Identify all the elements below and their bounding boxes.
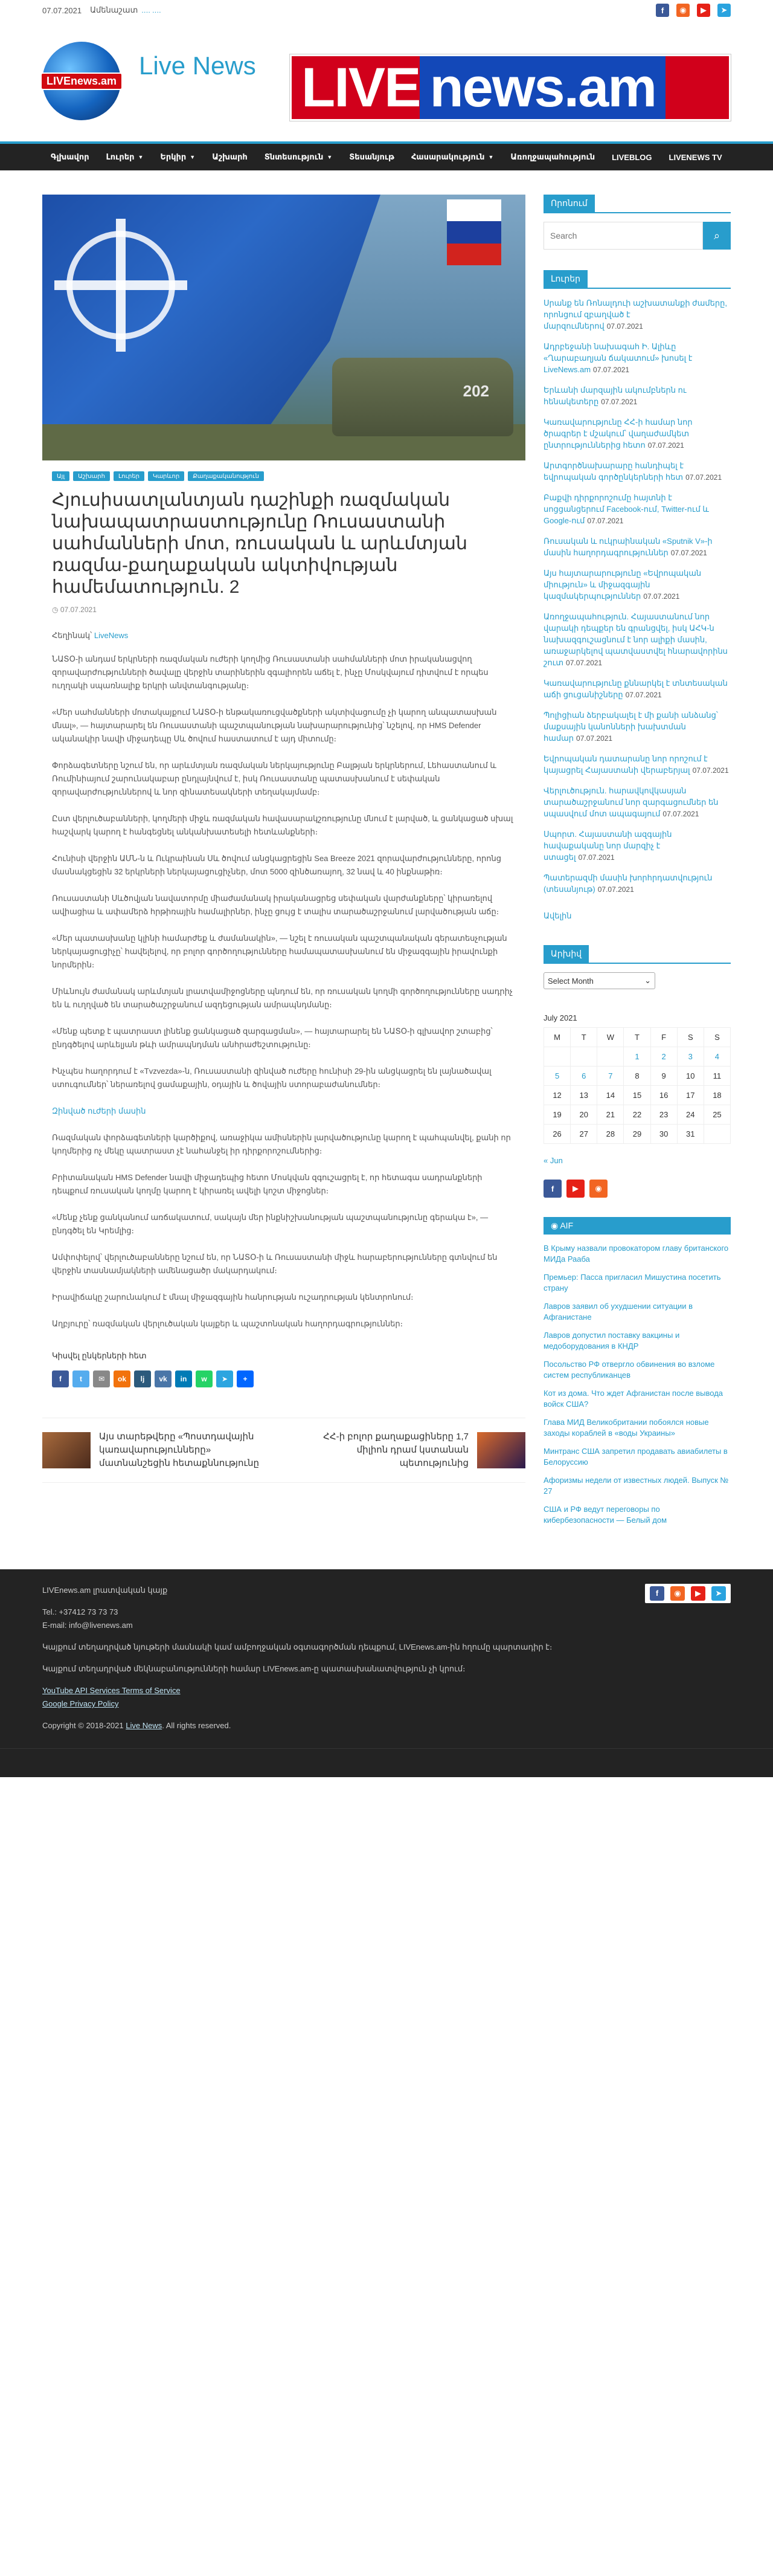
article-body [52, 653, 516, 1331]
calendar-day: 18 [704, 1086, 730, 1105]
article-paragraph: «Մենք պետք է պատրաստ լինենք ցանկացած զարգացման», — հայտարարել են ՆԱՏՕ-ի գլխավոր շտաբից՝ ընդգծելով արևելյան թևի ամրապնդման անհրաժեշտությունը։ [52, 1027, 493, 1049]
calendar-day: 28 [597, 1125, 624, 1144]
aif-news-link[interactable]: Посольство РФ отвергло обвинения во взломе систем республиканцев [544, 1360, 715, 1380]
chevron-down-icon: ▼ [327, 154, 333, 160]
recent-post-item [544, 567, 731, 602]
telegram-share-icon[interactable]: ➤ [216, 1370, 233, 1387]
nav-item[interactable] [661, 144, 731, 170]
article-paragraph: Իրավիճակը շարունակում է մնալ միջազգային հանրության ուշադրության կենտրոնում։ [52, 1293, 414, 1302]
recent-post-link[interactable]: Սպորտ. Հայաստանի ազգային հավաքականը նոր մարզիչ է ստացել [544, 830, 672, 862]
logo-badge: LIVEnews.am [40, 73, 123, 90]
telegram-icon[interactable]: ➤ [711, 1586, 726, 1601]
aif-news-link[interactable]: Лавров допустил поставку вакцины и медоборудования в КНДР [544, 1331, 680, 1351]
article-paragraph: «Մենք չենք ցանկանում առճակատում, սակայն մեր ինքնիշխանության պաշտպանությունը գերակա է», — ընդգծել են Կրեմլից։ [52, 1213, 489, 1235]
article-paragraph: «Մեր պատասխանը կլինի համարժեք և ժամանակին», — նշել է ռուսական պաշտպանական գերատեսչության ներկայացուցիչը՝ հավելելով, որ բոլոր գործողությունները համապատասխանում են միջազգային իրավունքի նորմերին։ [52, 934, 507, 969]
calendar-day: 13 [571, 1086, 597, 1105]
article-paragraph: Ռազմական փորձագետների կարծիքով, առաջիկա ամիսներին լարվածությունը կարող է պահպանվել, քանի որ կողմերից ոչ մեկը պատրաստ չէ նահանջել իր դիրքորոշումներից։ [52, 1133, 511, 1155]
more-share-icon[interactable]: + [237, 1370, 254, 1387]
footer-site-name: LIVEnews.am լրատվական կայք [42, 1586, 168, 1595]
calendar-weekday: T [571, 1028, 597, 1047]
search-icon: ⌕ [713, 229, 720, 242]
calendar-weekday: T [624, 1028, 650, 1047]
youtube-icon[interactable]: ▶ [691, 1586, 705, 1601]
clock-icon: ◷ [52, 605, 60, 614]
recent-post-link[interactable]: Ռուսական և ուկրաինական «Sputnik V»-ի մասին հաղորդագրություններ [544, 537, 713, 557]
article-paragraph: Ռուսաստանի Սևծովյան նավատորմը միաժամանակ իրականացրեց սեփական վարժանքները՝ կիրառելով ավիացիա և ափամերձ հրթիռային համալիրներ, ինչը ցույց է տալիս տարածաշրջանում լարվածության աճը։ [52, 894, 499, 916]
calendar-day[interactable]: 4 [704, 1047, 730, 1067]
aif-news-link[interactable]: Минтранс США запретил продавать авиабилеты в Белоруссию [544, 1447, 728, 1467]
search-widget-label: Որոնում [544, 195, 595, 212]
calendar-day: 9 [650, 1067, 677, 1086]
aif-news-item [544, 1417, 731, 1439]
chevron-down-icon: ▼ [190, 154, 196, 160]
site-title[interactable]: Live News [139, 51, 256, 80]
nav-item[interactable] [152, 144, 204, 170]
recent-post-item [544, 709, 731, 744]
nav-item-label: Տնտեսություն [264, 152, 324, 161]
archives-select[interactable] [544, 972, 655, 989]
facebook-share-icon[interactable]: f [52, 1370, 69, 1387]
recent-post-date: 07.07.2021 [578, 853, 615, 862]
chevron-down-icon: ▼ [488, 154, 494, 160]
aif-news-list [544, 1243, 731, 1526]
nav-item[interactable] [502, 144, 603, 170]
calendar-day[interactable]: 6 [571, 1067, 597, 1086]
site-header [0, 21, 773, 141]
aif-widget-label: AIF [560, 1221, 574, 1230]
search-button[interactable] [703, 222, 731, 250]
calendar-day: 8 [624, 1067, 650, 1086]
recent-post-date: 07.07.2021 [606, 322, 643, 331]
calendar-day: 30 [650, 1125, 677, 1144]
article-meta [52, 605, 516, 614]
article-paragraph: Ըստ վերլուծաբանների, կողմերի միջև ռազմական հավասարակշռությունը մնում է լարված, և ցանկացած սխալ հաշվարկ կարող է հանգեցնել անկանխատեսելի հետևանքների։ [52, 814, 513, 836]
calendar-day[interactable]: 3 [677, 1047, 704, 1067]
recent-post-date: 07.07.2021 [576, 734, 613, 743]
recent-post-date: 07.07.2021 [601, 398, 638, 406]
recent-post-date: 07.07.2021 [647, 441, 684, 450]
nav-item[interactable] [603, 144, 660, 170]
recent-post-link[interactable]: Արտգործնախարարը հանդիպել է եվրոպական գործընկերների հետ [544, 461, 684, 482]
sidebar-social-links [544, 1180, 731, 1198]
recent-widget-title [544, 270, 731, 289]
calendar-day: 17 [677, 1086, 704, 1105]
recent-post-link[interactable]: Բաքվի դիրքորոշումը հայտնի է սոցցանցերում Facebook-ում, Twitter-ում և Google-ում [544, 493, 709, 525]
livejournal-share-icon[interactable]: lj [134, 1370, 151, 1387]
nav-item[interactable] [204, 144, 256, 170]
calendar-day: 10 [677, 1067, 704, 1086]
nav-item-label: LIVEBLOG [612, 152, 652, 162]
odnoklassniki-share-icon[interactable]: ok [114, 1370, 130, 1387]
top-bar [0, 0, 773, 21]
aif-news-item [544, 1359, 731, 1381]
nav-item-label: Աշխարհ [212, 152, 248, 161]
previous-post-title[interactable]: Այս տարեթվերը «Պոստդավային կառավարությունները» մատնանշեցին հետաքննությունը [99, 1432, 260, 1468]
article-featured-image [42, 195, 525, 460]
article-date[interactable]: 07.07.2021 [60, 605, 97, 614]
facebook-icon[interactable]: f [656, 4, 669, 17]
chevron-down-icon: ▼ [138, 154, 144, 160]
nav-item[interactable] [42, 144, 98, 170]
previous-post-thumbnail[interactable] [42, 1432, 91, 1468]
nav-item-label: Առողջապահություն [510, 152, 595, 161]
recent-post-date: 07.07.2021 [662, 810, 699, 818]
aif-news-link[interactable]: Кот из дома. Что ждет Афганистан после вывода войск США? [544, 1389, 723, 1409]
calendar-day: 26 [544, 1125, 571, 1144]
aif-news-link[interactable]: Глава МИД Великобритании побоялся новые заходы кораблей в «воды Украины» [544, 1418, 709, 1438]
vehicle-number: 202 [463, 382, 489, 400]
share-buttons [52, 1370, 516, 1387]
recent-post-item [544, 677, 731, 701]
article-author [52, 631, 516, 641]
aif-news-link[interactable]: Премьер: Пасса пригласил Мишустина посетить страну [544, 1273, 721, 1293]
recent-post-item [544, 872, 731, 896]
nav-item-label: LIVENEWS TV [669, 152, 722, 162]
recent-post-date: 07.07.2021 [692, 766, 729, 775]
header-banner[interactable] [290, 54, 731, 121]
rss-icon: ◉ [551, 1221, 560, 1230]
search-form [544, 222, 731, 250]
recent-post-link[interactable]: Եվրոպական դատարանը նոր որոշում է կայացրել Հայաստանի վերաբերյալ [544, 754, 708, 775]
rss-icon[interactable]: ◉ [676, 4, 690, 17]
nav-item-label: Գլխավոր [51, 152, 89, 161]
youtube-icon[interactable]: ▶ [566, 1180, 585, 1198]
recent-post-date: 07.07.2021 [625, 691, 662, 699]
recent-post-link[interactable]: Երևանի մարզային ակումբներն ու հենակետերը [544, 386, 687, 406]
footer-note-copy: Կայքում տեղադրված նյութերի մասնակի կամ ամբողջական օգտագործման դեպքում, LIVEnews.am-ին հղումը պարտադիր է։ [42, 1642, 553, 1651]
calendar-day[interactable]: 7 [597, 1067, 624, 1086]
calendar-weekday: F [650, 1028, 677, 1047]
recent-post-item [544, 611, 731, 669]
recent-post-item [544, 535, 731, 559]
recent-post-date: 07.07.2021 [566, 659, 603, 667]
article-paragraph: Աղբյուրը՝ ռազմական վերլուծական կայքեր և պաշտոնական հաղորդագրություններ։ [52, 1319, 403, 1328]
article-paragraph: «Մեր սահմանների մոտակայքում ՆԱՏՕ-ի ենթակառուցվածքների ակտիվացումը չի կարող անպատասխան մնալ», — հայտարարել են Ռուսաստանի պաշտպանության նախարարությունից՝ նշելով, որ HMS Defender ականակիր նավի միջադեպը Սև ծովում հաստատում է այդ միտումը։ [52, 708, 497, 743]
aif-news-item [544, 1388, 731, 1410]
whatsapp-share-icon[interactable]: w [196, 1370, 213, 1387]
recent-post-item [544, 416, 731, 451]
aif-news-item [544, 1504, 731, 1526]
footer-social-links [645, 1584, 731, 1603]
author-prefix: Հեղինակ՝ [52, 631, 92, 640]
article-categories [52, 471, 525, 481]
youtube-icon[interactable]: ▶ [697, 4, 710, 17]
recent-post-item [544, 492, 731, 527]
recent-post-item [544, 828, 731, 864]
aif-news-link[interactable]: США и РФ ведут переговоры по кибербезопасности — Белый дом [544, 1505, 667, 1525]
calendar-day: 22 [624, 1105, 650, 1125]
calendar-day: 23 [650, 1105, 677, 1125]
calendar-day [597, 1047, 624, 1067]
email-share-icon[interactable]: ✉ [93, 1370, 110, 1387]
calendar-weekday: W [597, 1028, 624, 1047]
category-tag[interactable]: Լուրեր [114, 471, 144, 481]
recent-post-date: 07.07.2021 [593, 366, 630, 374]
aif-news-item [544, 1475, 731, 1497]
site-logo[interactable] [42, 42, 121, 120]
recent-post-item [544, 341, 731, 376]
chevron-down-icon: ⌄ [644, 976, 651, 985]
archives-widget-label: Արխիվ [544, 945, 589, 963]
recent-post-item [544, 753, 731, 776]
calendar-day: 12 [544, 1086, 571, 1105]
nato-star-horizontal [54, 280, 187, 290]
share-label: Կիսվել ընկերների հետ [52, 1351, 147, 1360]
current-date: 07.07.2021 [42, 5, 82, 15]
copyright [42, 1719, 731, 1732]
category-tag[interactable]: Այլ [52, 471, 69, 481]
article-paragraph: ՆԱՏՕ-ի անդամ երկրների ռազմական ուժերի կողմից Ռուսաստանի սահմանների մոտ իրականացվող զորավարժությունների ծավալը վերջին տարիներին զգալիորեն աճել է, ինչը Մոսկվայում դիտվում է որպես ուղղակի սպառնալիք երկրի անվտանգությանը։ [52, 654, 489, 690]
article-paragraph: Հունիսի վերջին ԱՄՆ-ն և Ուկրաինան Սև ծովում անցկացրեցին Sea Breeze 2021 զորավարժությունները, որոնց մասնակցեցին 32 երկրների ներկայացուցիչներ, մոտ 5000 զինծառայող, 32 նավ և 40 ինքնաթիռ։ [52, 854, 501, 876]
aif-news-item [544, 1272, 731, 1294]
sidebar [544, 195, 731, 1533]
article-column [42, 195, 525, 1533]
calendar-day[interactable]: 1 [624, 1047, 650, 1067]
category-tag[interactable]: Աշխարհ [73, 471, 110, 481]
recent-post-date: 07.07.2021 [597, 885, 634, 894]
recent-post-link[interactable]: Այս հայտարարությունը «Եվրոպական միություն» և միջազգային կազմակերպություններ [544, 569, 702, 601]
calendar-table [544, 1013, 731, 1144]
main-navigation [0, 141, 773, 170]
calendar-day: 24 [677, 1105, 704, 1125]
calendar-day [544, 1047, 571, 1067]
calendar-caption: July 2021 [544, 1013, 577, 1022]
article-paragraph: Բրիտանական HMS Defender նավի միջադեպից հետո Մոսկվան զգուշացրել է, որ հետագա սադրանքների դեպքում ռուսական կողմը կարող է կիրառել ավելի կոշտ միջոցներ։ [52, 1173, 483, 1195]
aif-news-item [544, 1243, 731, 1265]
calendar-day: 16 [650, 1086, 677, 1105]
archives-widget-title [544, 945, 731, 964]
post-navigation [42, 1418, 525, 1483]
recent-post-link[interactable]: Կառավարությունը ՀՀ-ի համար նոր ծրագրեր է մշակում՝ վաղաժամկետ ընտրություններից հետո [544, 418, 693, 450]
aif-widget-title [544, 1217, 731, 1235]
aif-news-item [544, 1330, 731, 1352]
recent-post-date: 07.07.2021 [685, 473, 722, 482]
calendar-prev-month[interactable]: « Jun [544, 1156, 563, 1165]
recent-post-link[interactable]: Առողջապահություն. Հայաստանում նոր վարակի դեպքեր են գրանցվել, իսկ ԱՀԿ-ն նախազգուշացնում է նոր ալիքի մասին, առաջարկելով պատվաստվել հնարավորինս շուտ [544, 612, 728, 667]
facebook-icon[interactable]: f [650, 1586, 664, 1601]
calendar-day: 27 [571, 1125, 597, 1144]
copyright-prefix: Copyright © 2018-2021 [42, 1721, 124, 1730]
twitter-share-icon[interactable]: t [72, 1370, 89, 1387]
recent-post-link[interactable]: Սրանք են Ռոնալդուի աշխատանքի ժամերը, որոնցում զբաղված է մարզումներով [544, 299, 727, 331]
more-link-wrapper [544, 911, 731, 921]
nav-item[interactable] [403, 144, 502, 170]
copyright-site-link[interactable]: Live News [126, 1721, 162, 1730]
calendar-day [571, 1047, 597, 1067]
recent-post-link[interactable]: Պոլիցիան ձերբակալել է մի քանի անձանց՝ մաքսային կանոնների խախտման համար [544, 711, 718, 743]
calendar-day: 31 [677, 1125, 704, 1144]
youtube-terms-link[interactable]: YouTube API Services Terms of Service [42, 1686, 181, 1695]
article-paragraph: Ամփոփելով՝ վերլուծաբանները նշում են, որ ՆԱՏՕ-ի և Ռուսաստանի միջև հարաբերությունները գտնվում են վերջին տասնամյակների ամենացածր մակարդակում։ [52, 1253, 498, 1275]
recent-post-item [544, 460, 731, 483]
calendar-widget [544, 1013, 731, 1165]
copyright-suffix: . All rights reserved. [162, 1721, 231, 1730]
recent-post-link[interactable]: Վերլուծություն. հարավկովկասյան տարածաշրջանում նոր զարգացումներ են սպասվում մոտ ապագայում [544, 786, 719, 818]
calendar-day: 14 [597, 1086, 624, 1105]
calendar-day: 19 [544, 1105, 571, 1125]
facebook-icon[interactable]: f [544, 1180, 562, 1198]
previous-post[interactable] [42, 1430, 278, 1470]
calendar-day[interactable]: 2 [650, 1047, 677, 1067]
nav-item[interactable] [341, 144, 403, 170]
nav-item[interactable] [256, 144, 341, 170]
article-paragraph: Ինչպես հաղորդում է «Tvzvezda»-ն, Ռուսաստանի զինված ուժերը հունիսի 29-ին անցկացրել են լայնածավալ ստուգումներ՝ ներառելով ցամաքային, օդային և ծովային ստորաբաժանումներ։ [52, 1067, 492, 1089]
google-privacy-link[interactable]: Google Privacy Policy [42, 1699, 119, 1708]
calendar-day: 11 [704, 1067, 730, 1086]
aif-news-item [544, 1301, 731, 1323]
more-link[interactable]: Ավելին [544, 911, 572, 920]
nav-item-label: Լուրեր [106, 152, 135, 161]
ticker-label: Ամենաշատ [90, 5, 138, 15]
aif-news-link[interactable]: В Крыму назвали провокатором главу британского МИДа Рааба [544, 1244, 729, 1264]
banner-news-text: news.am [420, 56, 666, 119]
aif-news-link[interactable]: Лавров заявил об ухудшении ситуации в Афганистане [544, 1302, 693, 1322]
site-footer [0, 1569, 773, 1748]
calendar-day: 29 [624, 1125, 650, 1144]
russian-flag [447, 199, 501, 266]
calendar-day[interactable]: 5 [544, 1067, 571, 1086]
next-post-thumbnail[interactable] [477, 1432, 525, 1468]
article-inline-link-paragraph [52, 1105, 516, 1118]
nav-item[interactable] [98, 144, 152, 170]
footer-phone: Tel.: +37412 73 73 73 [42, 1607, 118, 1616]
calendar-day [704, 1125, 730, 1144]
telegram-icon[interactable]: ➤ [717, 4, 731, 17]
aif-news-item [544, 1446, 731, 1468]
calendar-day: 20 [571, 1105, 597, 1125]
news-ticker[interactable]: ․․․․ ․․․․ [141, 7, 161, 15]
calendar-weekday: M [544, 1028, 571, 1047]
nav-item-label: Երկիր [160, 152, 187, 161]
category-tag[interactable]: Կարևոր [148, 471, 184, 481]
category-tag[interactable]: Քաղաքականություն [188, 471, 264, 481]
footer-note-comments: Կայքում տեղադրված մեկնաբանությունների համար LIVEnews.am-ը պատասխանատվություն չի կրում։ [42, 1664, 466, 1673]
next-post-title[interactable]: ՀՀ-ի բոլոր քաղաքացիները 1,7 միլիոն դրամ կստանան պետությունից [323, 1432, 469, 1468]
vk-share-icon[interactable]: vk [155, 1370, 172, 1387]
recent-post-date: 07.07.2021 [643, 592, 680, 601]
rss-icon[interactable]: ◉ [670, 1586, 685, 1601]
calendar-weekday: S [677, 1028, 704, 1047]
footer-bottom-bar [0, 1748, 773, 1777]
calendar-weekday: S [704, 1028, 730, 1047]
recent-posts-list [544, 297, 731, 896]
calendar-day: 21 [597, 1105, 624, 1125]
banner-live-text: LIVE [301, 56, 420, 118]
search-input[interactable] [544, 222, 703, 250]
article-inline-link[interactable]: Զինված ուժերի մասին [52, 1106, 146, 1115]
search-widget-title [544, 195, 731, 213]
article-title: Հյուսիսատլանտյան դաշինքի ռազմական նախապատրաստությունը Ռուսաստանի սահմանների մոտ, ռուսական և արևմտյան ռազմա-քաղաքական ակտիվության համեմատություն. 2 [52, 490, 467, 597]
recent-post-item [544, 297, 731, 332]
recent-post-item [544, 384, 731, 408]
recent-widget-label: Լուրեր [544, 270, 588, 288]
recent-post-link[interactable]: Պատերազմի մասին խորհրդատվություն (տեսանյութ) [544, 873, 713, 894]
aif-news-link[interactable]: Афоризмы недели от известных людей. Выпуск № 27 [544, 1476, 729, 1496]
author-link[interactable]: LiveNews [94, 631, 129, 640]
rss-icon[interactable]: ◉ [589, 1180, 608, 1198]
recent-post-link[interactable]: Կառավարությունը քննարկել է տնտեսական աճի ցուցանիշները [544, 679, 728, 699]
nav-item-label: Հասարակություն [411, 152, 485, 161]
next-post[interactable] [290, 1430, 525, 1470]
archives-select-value: Select Month [548, 976, 594, 986]
article-paragraph: Փորձագետները նշում են, որ արևմտյան ռազմական ներկայությունը Բալթյան երկրներում, Լեհաստանում և Ռումինիայում շարունակաբար ընդլայնվում է, իսկ Ռուսաստանը պատասխանում է սեփական զորավարժություններով և նոր զինատեսակների տեղակայմամբ։ [52, 761, 496, 796]
recent-post-item [544, 785, 731, 820]
nav-item-label: Տեսանյութ [349, 152, 394, 161]
linkedin-share-icon[interactable]: in [175, 1370, 192, 1387]
armored-vehicle [332, 358, 513, 436]
article-paragraph: Միևնույն ժամանակ արևմտյան լրատվամիջոցները պնդում են, որ ռուսական կողմի գործողությունները սադրիչ են և ուղղված են տարածաշրջանում ազդեցության ամրապնդմանը։ [52, 987, 513, 1009]
calendar-day: 25 [704, 1105, 730, 1125]
footer-email: E-mail: info@livenews.am [42, 1621, 133, 1630]
top-social-links [656, 4, 731, 17]
calendar-day: 15 [624, 1086, 650, 1105]
recent-post-link[interactable]: Ադրբեջանի նախագահ Ի. Ալիևը «Ղարաբաղյան ճակատում» խոսել է LiveNews.am [544, 342, 693, 374]
recent-post-date: 07.07.2021 [587, 517, 624, 525]
recent-post-date: 07.07.2021 [670, 549, 707, 557]
